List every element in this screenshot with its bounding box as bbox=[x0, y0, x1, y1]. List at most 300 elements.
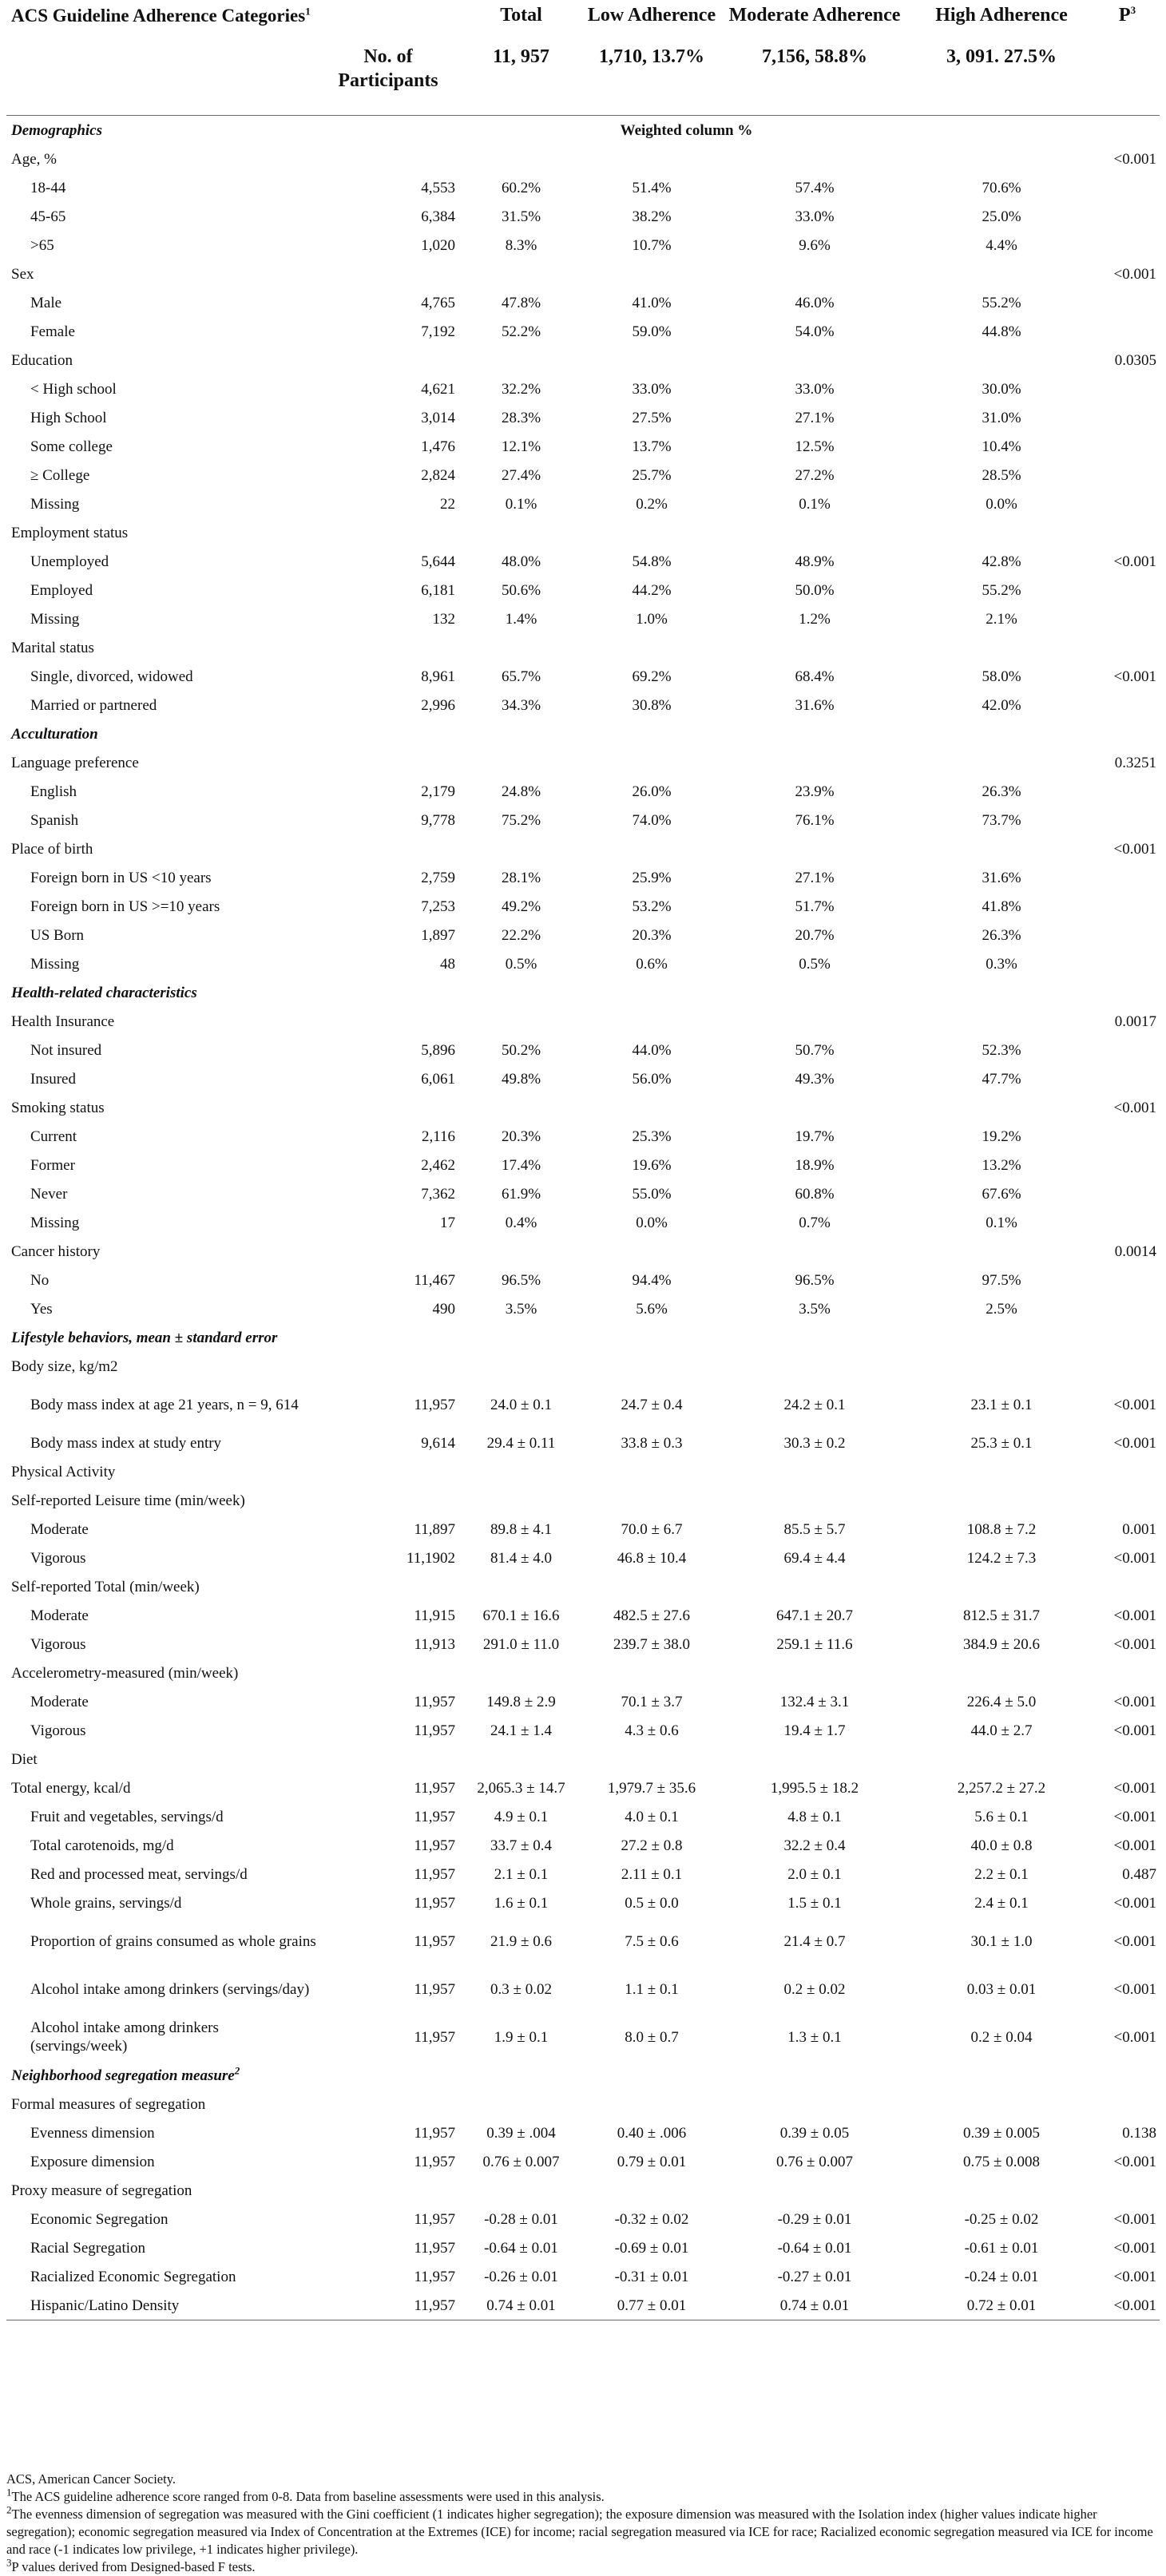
cell-total: 81.4 ± 4.0 bbox=[490, 1549, 552, 1567]
table-row bbox=[6, 1515, 1160, 1544]
cell-count: 2,996 bbox=[421, 696, 455, 714]
cell-low bbox=[582, 1007, 721, 1036]
variable-row bbox=[6, 1237, 1160, 1266]
cell-p-value: <0.001 bbox=[1113, 1837, 1156, 1854]
cell-p-value bbox=[1095, 1457, 1160, 1486]
cell-low: 2.11 ± 0.1 bbox=[621, 1865, 683, 1883]
cell-count bbox=[316, 1237, 460, 1266]
cell-p-value: <0.001 bbox=[1113, 1932, 1156, 1950]
cell-high: 73.7% bbox=[982, 811, 1021, 829]
cell-p-value: 0.0014 bbox=[1114, 1242, 1156, 1260]
row-label: Health Insurance bbox=[11, 1013, 115, 1030]
cell-moderate bbox=[721, 2090, 908, 2118]
row-label: Self-reported Total (min/week) bbox=[11, 1578, 200, 1595]
variable-row bbox=[6, 633, 1160, 662]
cell-high: 2.1% bbox=[986, 610, 1017, 628]
cell-low: 44.2% bbox=[632, 581, 672, 599]
variable-row bbox=[6, 145, 1160, 173]
cell-moderate: 3.5% bbox=[799, 1300, 831, 1318]
cell-p-value bbox=[1095, 576, 1160, 604]
cell-low bbox=[582, 633, 721, 662]
cell-low: 0.2% bbox=[636, 495, 668, 513]
row-label: US Born bbox=[30, 926, 85, 944]
cell-moderate bbox=[721, 260, 908, 288]
cell-total: 33.7 ± 0.4 bbox=[490, 1837, 552, 1854]
cell-p-value bbox=[1095, 403, 1160, 432]
cell-total: -0.28 ± 0.01 bbox=[484, 2210, 558, 2228]
cell-total: 24.8% bbox=[501, 783, 541, 800]
cell-moderate bbox=[721, 145, 908, 173]
cell-total: 28.3% bbox=[501, 409, 541, 426]
section-label: Acculturation bbox=[11, 725, 98, 743]
row-label: Married or partnered bbox=[30, 696, 157, 714]
cell-p-value bbox=[1095, 892, 1160, 921]
cell-low bbox=[582, 1659, 721, 1687]
cell-moderate: 21.4 ± 0.7 bbox=[783, 1932, 846, 1950]
cell-count: 9,778 bbox=[421, 811, 455, 829]
footnote-1: $^1$The ACS guideline adherence score ranged from 0-8. Data from baseline assessments were used in this analysis. bbox=[6, 2486, 605, 2504]
row-label: Red and processed meat, servings/d bbox=[30, 1865, 248, 1883]
cell-p-value bbox=[1095, 1572, 1160, 1601]
row-label: Moderate bbox=[30, 1693, 89, 1710]
table-row bbox=[6, 1831, 1160, 1860]
cell-count: 132 bbox=[432, 610, 455, 628]
cell-low: 33.0% bbox=[632, 380, 672, 398]
cell-low: 25.9% bbox=[632, 869, 672, 886]
cell-moderate: 1.2% bbox=[799, 610, 831, 628]
table-row bbox=[6, 892, 1160, 921]
cell-p-value: <0.001 bbox=[1113, 1635, 1156, 1653]
cell-moderate bbox=[721, 1457, 908, 1486]
cell-total bbox=[460, 1572, 582, 1601]
cell-p-value: <0.001 bbox=[1113, 2153, 1156, 2170]
cell-low bbox=[582, 518, 721, 547]
table-row bbox=[6, 2118, 1160, 2147]
section-header-row bbox=[6, 978, 1160, 1007]
cell-count bbox=[316, 260, 460, 288]
cell-high: 58.0% bbox=[982, 668, 1021, 685]
cell-low: -0.32 ± 0.02 bbox=[614, 2210, 689, 2228]
cell-p-value: <0.001 bbox=[1113, 2210, 1156, 2228]
cell-count: 11,897 bbox=[414, 1520, 455, 1538]
table-row bbox=[6, 231, 1160, 260]
cell-moderate: 60.8% bbox=[795, 1185, 835, 1203]
table-row bbox=[6, 2013, 1160, 2061]
table-row bbox=[6, 1179, 1160, 1208]
cell-count bbox=[316, 1352, 460, 1381]
cell-high bbox=[908, 1352, 1095, 1381]
cell-moderate bbox=[721, 1007, 908, 1036]
cell-high: 0.72 ± 0.01 bbox=[908, 2291, 1095, 2320]
cell-high: 23.1 ± 0.1 bbox=[970, 1396, 1033, 1413]
cell-p-value: 0.3251 bbox=[1114, 754, 1156, 771]
cell-high bbox=[908, 633, 1095, 662]
cell-p-value bbox=[1095, 1266, 1160, 1294]
cell-count: 5,896 bbox=[421, 1041, 455, 1059]
cell-p-value bbox=[1095, 949, 1160, 978]
cell-p-value bbox=[1095, 1036, 1160, 1064]
cell-moderate: 50.0% bbox=[795, 581, 835, 599]
cell-high: 31.0% bbox=[982, 409, 1021, 426]
table-row bbox=[6, 1917, 1160, 1965]
cell-count: 1,476 bbox=[421, 438, 455, 455]
cell-p-value bbox=[1095, 1745, 1160, 1773]
cell-p-value: <0.001 bbox=[1113, 2028, 1156, 2046]
cell-high: 26.3% bbox=[982, 783, 1021, 800]
cell-low: 27.5% bbox=[632, 409, 672, 426]
cell-total bbox=[460, 346, 582, 375]
table-row bbox=[6, 1064, 1160, 1093]
cell-total: 149.8 ± 2.9 bbox=[486, 1693, 556, 1710]
cell-high: 812.5 ± 31.7 bbox=[963, 1607, 1040, 1624]
cell-moderate: 0.7% bbox=[799, 1214, 831, 1231]
cell-low bbox=[582, 1572, 721, 1601]
cell-moderate: 30.3 ± 0.2 bbox=[783, 1434, 846, 1452]
cell-moderate: 68.4% bbox=[795, 668, 835, 685]
table-row bbox=[6, 662, 1160, 691]
cell-high: 25.3 ± 0.1 bbox=[970, 1434, 1033, 1452]
cell-count: 11,957 bbox=[414, 2239, 455, 2257]
cell-count bbox=[316, 748, 460, 777]
cell-total bbox=[460, 260, 582, 288]
row-label: < High school bbox=[30, 380, 117, 398]
variable-row bbox=[6, 1659, 1160, 1687]
cell-high: 0.39 ± 0.005 bbox=[963, 2124, 1040, 2142]
cell-moderate: 69.4 ± 4.4 bbox=[783, 1549, 846, 1567]
cell-high: 5.6 ± 0.1 bbox=[974, 1808, 1029, 1825]
section-blank bbox=[908, 978, 1160, 1007]
participants-low: 1,710, 13.7% bbox=[582, 43, 721, 116]
table-row bbox=[6, 1122, 1160, 1151]
cell-p-value: <0.001 bbox=[1113, 1980, 1156, 1998]
cell-p-value bbox=[1095, 1208, 1160, 1237]
cell-total: 0.4% bbox=[505, 1214, 537, 1231]
row-label: Economic Segregation bbox=[30, 2210, 169, 2228]
cell-moderate bbox=[721, 1486, 908, 1515]
cell-count: 2,179 bbox=[421, 783, 455, 800]
cell-high: 108.8 ± 7.2 bbox=[966, 1520, 1037, 1538]
section-label: Neighborhood segregation measure$^2$ bbox=[11, 2064, 240, 2084]
cell-moderate: 0.2 ± 0.02 bbox=[783, 1980, 846, 1998]
variable-row bbox=[6, 260, 1160, 288]
cell-count: 4,553 bbox=[421, 179, 455, 196]
cell-low: 33.8 ± 0.3 bbox=[621, 1434, 683, 1452]
variable-row bbox=[6, 2090, 1160, 2118]
participants-moderate: 7,156, 58.8% bbox=[721, 43, 908, 116]
row-label: 45-65 bbox=[30, 208, 66, 225]
cell-low bbox=[582, 834, 721, 863]
cell-p-value: <0.001 bbox=[1113, 1607, 1156, 1624]
cell-moderate bbox=[721, 1745, 908, 1773]
cell-p-value: <0.001 bbox=[1113, 1396, 1156, 1413]
row-label: Body size, kg/m2 bbox=[11, 1357, 118, 1375]
row-label: Age, % bbox=[11, 150, 57, 168]
cell-moderate: 18.9% bbox=[795, 1156, 835, 1174]
cell-high bbox=[908, 2090, 1095, 2118]
cell-low: 94.4% bbox=[632, 1271, 672, 1289]
cell-count: 11,957 bbox=[414, 1808, 455, 1825]
cell-low: 19.6% bbox=[632, 1156, 672, 1174]
cell-high: 226.4 ± 5.0 bbox=[966, 1693, 1037, 1710]
cell-high: 0.0% bbox=[986, 495, 1017, 513]
row-label: Diet bbox=[11, 1750, 38, 1768]
cell-count: 11,467 bbox=[414, 1271, 455, 1289]
section-header-row bbox=[6, 2061, 1160, 2090]
cell-high: 97.5% bbox=[982, 1271, 1021, 1289]
cell-p-value bbox=[1095, 1352, 1160, 1381]
cell-moderate: -0.27 ± 0.01 bbox=[777, 2268, 852, 2285]
cell-moderate: 259.1 ± 11.6 bbox=[776, 1635, 853, 1653]
cell-high: 124.2 ± 7.3 bbox=[966, 1549, 1037, 1567]
table-row bbox=[6, 202, 1160, 231]
cell-high: 28.5% bbox=[982, 466, 1021, 484]
cell-low: 7.5 ± 0.6 bbox=[625, 1932, 679, 1950]
table-row bbox=[6, 1208, 1160, 1237]
cell-high: 0.03 ± 0.01 bbox=[966, 1980, 1037, 1998]
cell-count bbox=[316, 633, 460, 662]
cell-low: 8.0 ± 0.7 bbox=[625, 2028, 679, 2046]
cell-count bbox=[316, 1745, 460, 1773]
row-label: Some college bbox=[30, 438, 113, 455]
cell-moderate bbox=[721, 346, 908, 375]
footnote-abbrev: ACS, American Cancer Society. bbox=[6, 2471, 176, 2487]
table-row bbox=[6, 2147, 1160, 2176]
cell-high: 55.2% bbox=[982, 294, 1021, 311]
cell-total: 0.3 ± 0.02 bbox=[490, 1980, 552, 1998]
cell-low: 24.7 ± 0.4 bbox=[621, 1396, 683, 1413]
cell-count: 11,957 bbox=[414, 1396, 455, 1413]
cell-low bbox=[582, 260, 721, 288]
cell-p-value bbox=[1095, 777, 1160, 806]
cell-total: 24.1 ± 1.4 bbox=[490, 1722, 552, 1739]
cell-high: 25.0% bbox=[982, 208, 1021, 225]
cell-count: 1,897 bbox=[421, 926, 455, 944]
cell-low: 38.2% bbox=[632, 208, 672, 225]
section-header-row bbox=[6, 719, 1160, 748]
variable-row bbox=[6, 834, 1160, 863]
cell-p-value: <0.001 bbox=[1113, 1779, 1156, 1797]
cell-p-value bbox=[1095, 806, 1160, 834]
cell-moderate: -0.29 ± 0.01 bbox=[777, 2210, 852, 2228]
header-title: ACS Guideline Adherence Categories$^1$ bbox=[11, 5, 311, 26]
cell-total: 1.4% bbox=[505, 610, 537, 628]
cell-high: 47.7% bbox=[982, 1070, 1021, 1088]
variable-row bbox=[6, 1007, 1160, 1036]
cell-p-value bbox=[1095, 1486, 1160, 1515]
cell-moderate: 54.0% bbox=[795, 323, 835, 340]
cell-total: 50.6% bbox=[501, 581, 541, 599]
cell-high bbox=[908, 1659, 1095, 1687]
cell-p-value: <0.001 bbox=[1113, 1693, 1156, 1710]
cell-moderate: 27.1% bbox=[795, 869, 835, 886]
row-label: Proxy measure of segregation bbox=[11, 2182, 192, 2199]
cell-p-value bbox=[1095, 1659, 1160, 1687]
cell-p-value bbox=[1095, 288, 1160, 317]
cell-count: 11,957 bbox=[414, 2210, 455, 2228]
cell-low: 482.5 ± 27.6 bbox=[613, 1607, 690, 1624]
row-label: Moderate bbox=[30, 1607, 89, 1624]
cell-p-value: 0.138 bbox=[1122, 2124, 1156, 2142]
row-label: Foreign born in US <10 years bbox=[30, 869, 212, 886]
cell-high: 30.0% bbox=[982, 380, 1021, 398]
cell-moderate: 19.4 ± 1.7 bbox=[783, 1722, 846, 1739]
cell-total: 8.3% bbox=[505, 236, 537, 254]
cell-p-value bbox=[1095, 489, 1160, 518]
row-label: Self-reported Leisure time (min/week) bbox=[11, 1492, 245, 1509]
cell-low bbox=[582, 1745, 721, 1773]
cell-moderate: 0.76 ± 0.007 bbox=[776, 2153, 853, 2170]
cell-count: 11,957 bbox=[316, 2291, 460, 2320]
cell-count: 9,614 bbox=[421, 1434, 455, 1452]
cell-moderate: 0.1% bbox=[799, 495, 831, 513]
cell-total: -0.64 ± 0.01 bbox=[484, 2239, 558, 2257]
row-label: No bbox=[30, 1271, 50, 1289]
cell-count bbox=[316, 1572, 460, 1601]
cell-high: 30.1 ± 1.0 bbox=[970, 1932, 1033, 1950]
cell-low bbox=[582, 1237, 721, 1266]
row-label: High School bbox=[30, 409, 107, 426]
cell-total: 27.4% bbox=[501, 466, 541, 484]
row-label: Not insured bbox=[30, 1041, 102, 1059]
cell-low: 59.0% bbox=[632, 323, 672, 340]
cell-total bbox=[460, 748, 582, 777]
cell-low: 30.8% bbox=[632, 696, 672, 714]
cell-high bbox=[908, 518, 1095, 547]
header-blank bbox=[316, 3, 460, 43]
cell-p-value bbox=[1095, 173, 1160, 202]
row-label: Body mass index at study entry bbox=[30, 1434, 222, 1452]
cell-count: 2,824 bbox=[421, 466, 455, 484]
section-blank bbox=[908, 719, 1160, 748]
cell-count: 11,957 bbox=[414, 1837, 455, 1854]
cell-high: 67.6% bbox=[982, 1185, 1021, 1203]
table-row bbox=[6, 2205, 1160, 2233]
table-row bbox=[6, 1802, 1160, 1831]
cell-p-value: 0.0017 bbox=[1114, 1013, 1156, 1030]
cell-moderate: 49.3% bbox=[795, 1070, 835, 1088]
cell-moderate bbox=[721, 748, 908, 777]
table-row bbox=[6, 1544, 1160, 1572]
cell-count: 7,192 bbox=[421, 323, 455, 340]
row-label: Vigorous bbox=[30, 1722, 86, 1739]
cell-low: 54.8% bbox=[632, 553, 672, 570]
cell-low: 27.2 ± 0.8 bbox=[621, 1837, 683, 1854]
cell-moderate bbox=[721, 633, 908, 662]
variable-row bbox=[6, 1773, 1160, 1802]
row-label: Missing bbox=[30, 955, 80, 973]
table-row bbox=[6, 1381, 1160, 1429]
cell-low: 53.2% bbox=[632, 898, 672, 915]
cell-low bbox=[582, 1457, 721, 1486]
cell-moderate: 96.5% bbox=[795, 1271, 835, 1289]
row-label: Former bbox=[30, 1156, 75, 1174]
cell-p-value: 0.487 bbox=[1122, 1865, 1156, 1883]
cell-moderate: 19.7% bbox=[795, 1127, 835, 1145]
cell-moderate: 85.5 ± 5.7 bbox=[783, 1520, 846, 1538]
cell-high: 19.2% bbox=[982, 1127, 1021, 1145]
cell-high: 42.0% bbox=[982, 696, 1021, 714]
cell-low: 26.0% bbox=[632, 783, 672, 800]
cell-total: 29.4 ± 0.11 bbox=[486, 1434, 556, 1452]
cell-low: 0.0% bbox=[636, 1214, 668, 1231]
table-row bbox=[6, 375, 1160, 403]
cell-low: 20.3% bbox=[632, 926, 672, 944]
variable-row bbox=[6, 1352, 1160, 1381]
cell-count bbox=[316, 1486, 460, 1515]
cell-total: 60.2% bbox=[501, 179, 541, 196]
section-subheader bbox=[460, 2061, 908, 2090]
table-row bbox=[6, 949, 1160, 978]
cell-high bbox=[908, 834, 1095, 863]
section-blank bbox=[908, 116, 1160, 145]
row-label: Missing bbox=[30, 610, 80, 628]
cell-low: 56.0% bbox=[632, 1070, 672, 1088]
cell-count: 11,957 bbox=[414, 1865, 455, 1883]
cell-high: 13.2% bbox=[982, 1156, 1021, 1174]
cell-low: 44.0% bbox=[632, 1041, 672, 1059]
cell-moderate: 32.2 ± 0.4 bbox=[783, 1837, 846, 1854]
table-row bbox=[6, 777, 1160, 806]
cell-low: 69.2% bbox=[632, 668, 672, 685]
cell-total: 291.0 ± 11.0 bbox=[482, 1635, 560, 1653]
cell-low: 4.3 ± 0.6 bbox=[625, 1722, 679, 1739]
cell-low: 70.1 ± 3.7 bbox=[621, 1693, 683, 1710]
cell-moderate bbox=[721, 1659, 908, 1687]
cell-high bbox=[908, 1745, 1095, 1773]
row-label: Insured bbox=[30, 1070, 76, 1088]
cell-moderate: 76.1% bbox=[795, 811, 835, 829]
cell-moderate: 57.4% bbox=[795, 179, 835, 196]
cell-total bbox=[460, 1352, 582, 1381]
cell-low bbox=[582, 748, 721, 777]
row-label: Missing bbox=[30, 1214, 80, 1231]
cell-high: 384.9 ± 20.6 bbox=[963, 1635, 1040, 1653]
cell-total bbox=[460, 1659, 582, 1687]
cell-total: 0.74 ± 0.01 bbox=[460, 2291, 582, 2320]
cell-total: 0.39 ± .004 bbox=[486, 2124, 556, 2142]
cell-count: 11,957 bbox=[414, 1693, 455, 1710]
row-label: Evenness dimension bbox=[30, 2124, 155, 2142]
row-label: Total energy, kcal/d bbox=[11, 1779, 131, 1797]
row-label: Missing bbox=[30, 495, 80, 513]
row-label: Smoking status bbox=[11, 1099, 105, 1116]
row-label: Single, divorced, widowed bbox=[30, 668, 193, 685]
table-row bbox=[6, 288, 1160, 317]
row-label: Alcohol intake among drinkers (servings/week) bbox=[30, 2019, 219, 2055]
table-row bbox=[6, 2233, 1160, 2262]
table-row bbox=[6, 1266, 1160, 1294]
row-label: Vigorous bbox=[30, 1549, 86, 1567]
table-row bbox=[6, 403, 1160, 432]
table-row bbox=[6, 547, 1160, 576]
cell-p-value bbox=[1095, 1179, 1160, 1208]
cell-p-value: <0.001 bbox=[1113, 553, 1156, 570]
cell-total: 22.2% bbox=[501, 926, 541, 944]
row-label: Foreign born in US >=10 years bbox=[30, 898, 220, 915]
section-header-row bbox=[6, 1323, 1160, 1352]
cell-count bbox=[316, 1007, 460, 1036]
table-row bbox=[6, 604, 1160, 633]
cell-count bbox=[316, 518, 460, 547]
footnote-2: $^2$The evenness dimension of segregation was measured with the Gini coefficient (1 indicates higher segregation); the exposure dimension was measured with the Isolation index (higher values indicate higher segregation); economic segregation measured via Index of Concentration at the Extremes (ICE) for income; racial segregation measured via ICE for race; Racialized economic segregation measured via ICE for income and race (-1 indicates low privilege, +1 indicates higher privilege). bbox=[6, 2503, 1153, 2557]
cell-p-value bbox=[1095, 691, 1160, 719]
cell-total: 47.8% bbox=[501, 294, 541, 311]
row-label: >65 bbox=[30, 236, 54, 254]
table-row bbox=[6, 1965, 1160, 2013]
cell-total bbox=[460, 1457, 582, 1486]
cell-p-value bbox=[1095, 1064, 1160, 1093]
cell-moderate bbox=[721, 2176, 908, 2205]
